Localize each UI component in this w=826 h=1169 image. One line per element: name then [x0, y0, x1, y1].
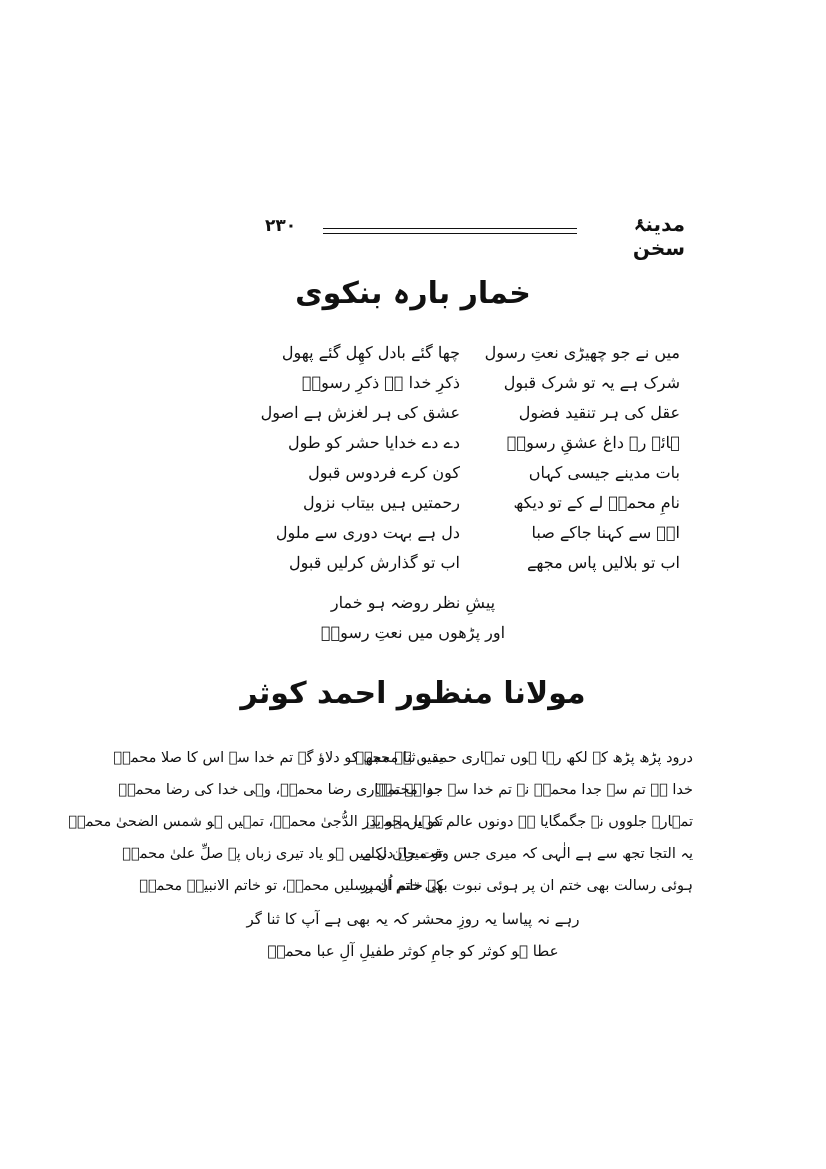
header-rule-top [323, 228, 577, 229]
first-line: میں نے جو چھیڑی نعتِ رسول [484, 343, 680, 362]
couplet [0, 878, 826, 910]
second-line: جو ہے تمہاری رضا محمدؐ، وہی خدا کی رضا محمدؐ [118, 782, 443, 798]
couplet [0, 814, 826, 846]
page-number: ۲۳۰ [265, 216, 297, 236]
first-line: تمہارے جلووں نے جگمگایا ہے دونوں عالم کو یا محمدؐ [366, 814, 693, 830]
second-line: اب تو گذارش کرلیں قبول [289, 553, 460, 572]
first-line: ہوئی رسالت بھی ختم ان پر ہوئی نبوت بھی ختم اُن پر [361, 878, 693, 894]
couplet [0, 750, 826, 782]
first-line: بات مدینے جیسی کہاں [528, 463, 680, 482]
first-line: نامِ محمدؐ لے کے تو دیکھ [513, 493, 680, 512]
first-line: درود پڑھ پڑھ کے لکھ رہا ہوں تمہاری حمد و ثنا محمدؐ [355, 750, 693, 766]
final-line: اور پڑھوں میں نعتِ رسولؐ [320, 623, 506, 642]
second-line: کہ خاتم المرسلیں محمدؐ، تو خاتم الانبیاؐ محمدؐ [139, 878, 443, 894]
final-line: عطا ہو کوثر کو جامِ کوثر طفیلِ آلِ عبا محمدؐ [267, 942, 559, 960]
final-couplet [0, 593, 826, 653]
final-couplet [0, 910, 826, 974]
page-header [0, 212, 826, 260]
couplet [0, 403, 826, 433]
second-line: دے دے خدایا حشر کو طول [288, 433, 460, 452]
second-line: ذکرِ خدا ہے ذکرِ رسولؐ [301, 373, 460, 392]
first-line: عقل کی ہر تنقید فضول [518, 403, 680, 422]
first-line: شرک ہے یہ تو شرک قبول [503, 373, 680, 392]
poet-name: خمار بارہ بنکوی [295, 276, 531, 311]
couplet [0, 433, 826, 463]
couplet [0, 846, 826, 878]
first-line: اب تو بلالیں پاس مجھے [527, 553, 680, 572]
second-line: تو میرے دل میں ہو یاد تیری زباں پہ صلِّ علیٰ محمدؐ [122, 846, 443, 862]
couplet [0, 343, 826, 373]
final-line: رہے نہ پیاسا یہ روزِ محشر کہ یہ بھی ہے آپ کا ثنا گر [246, 910, 580, 928]
second-line: یقیں ہے مجھ کو دلاؤ گے تم خدا سے اس کا صلا محمدؐ [113, 750, 443, 766]
second-line: چھا گئے بادل کھِل گئے پھول [281, 343, 460, 362]
poem-couplets [0, 343, 826, 583]
second-line: رحمتیں ہیں بیتاب نزول [302, 493, 460, 512]
second-line: دل ہے بہت دوری سے ملول [275, 523, 460, 542]
header-rule-bottom [323, 233, 577, 234]
couplet [0, 523, 826, 553]
first-line: خدا ہے تم سے جدا محمدؐ نہ تم خدا سے جدا محمدؐ [374, 782, 693, 798]
couplet [0, 463, 826, 493]
couplet [0, 493, 826, 523]
poet-name: مولانا منظور احمد کوثر [240, 676, 586, 711]
couplet [0, 782, 826, 814]
final-line: پیشِ نظر روضہ ہو خمار [330, 593, 496, 612]
first-line: انؐ سے کہنا جاکے صبا [531, 523, 680, 542]
poem-couplets [0, 750, 826, 910]
second-line: تمہیں ہو بدر الدُّجیٰ محمدؐ، تمہیں ہو شمس الضحیٰ محمدؐ [68, 814, 443, 830]
couplet [0, 373, 826, 403]
first-line: ہائے رے داغ عشقِ رسولؐ [506, 433, 680, 452]
second-line: کون کرے فردوس قبول [308, 463, 460, 482]
couplet [0, 553, 826, 583]
second-line: عشق کی ہر لغزش ہے اصول [260, 403, 460, 422]
first-line: یہ التجا تجھ سے ہے الٰہی کہ میری جس وقت جان نکلے [362, 846, 693, 862]
book-title: مدینۂ سخن [632, 212, 685, 260]
